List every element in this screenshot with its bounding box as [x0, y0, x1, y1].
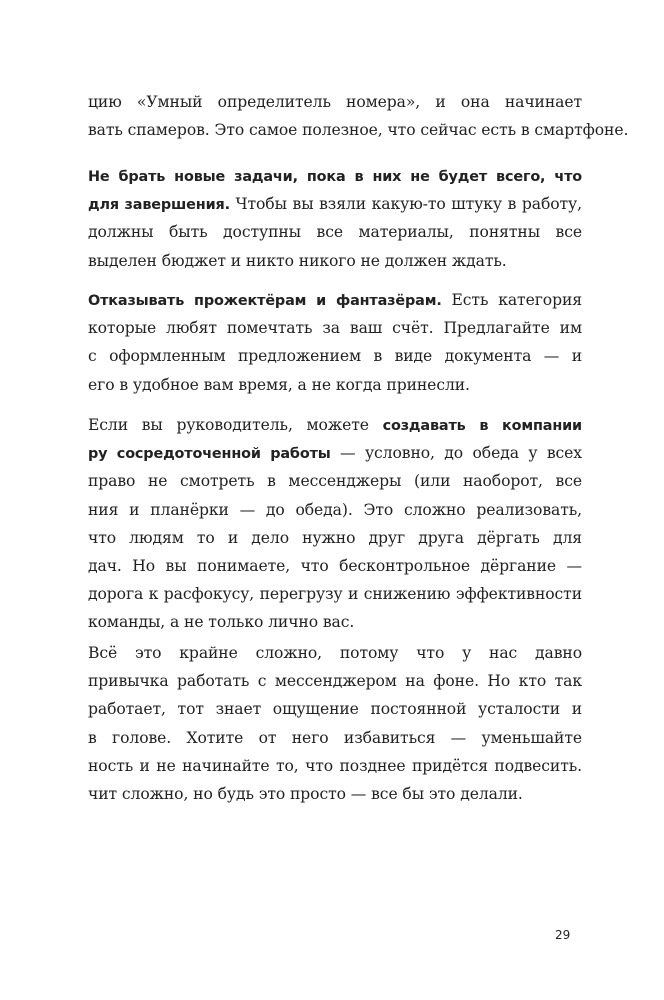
text-line: его в удобное вам время, а не когда принесли. — [88, 375, 470, 394]
text-line: команды, а не только лично вас. — [88, 613, 355, 632]
bold-phrase: создавать в компании — [382, 418, 582, 434]
paragraph-5 — [88, 639, 582, 808]
text-line: что людям то и дело нужно друг друга дёргать для — [88, 528, 582, 547]
page-number: 29 — [555, 928, 571, 942]
text-line — [88, 439, 582, 467]
text-span: — условно, до обеда у всех — [340, 444, 582, 463]
text-line: которые любят помечтать за ваш счёт. Предлагайте им — [88, 319, 582, 338]
paragraph-4 — [88, 411, 582, 637]
bold-heading: Не брать новые задачи, пока в них не будет всего, что — [88, 169, 582, 185]
paragraph-3 — [88, 286, 582, 399]
text-line: ния и планёрки — до обеда). Это сложно реализовать, — [88, 500, 582, 519]
text-span: Чтобы вы взяли какую-то штуку в работу, — [235, 195, 582, 214]
text-line: ность и не начинайте то, что позднее придётся подвесить. — [88, 756, 582, 775]
text-line: с оформленным предложением в виде документа — и — [88, 347, 582, 366]
text-line — [88, 190, 582, 218]
text-line: право не смотреть в мессенджеры (или наоборот, все — [88, 472, 582, 491]
text-line: дач. Но вы понимаете, что бесконтрольное дёргание — — [88, 556, 582, 575]
text-line: работает, тот знает ощущение постоянной усталости и — [88, 700, 582, 719]
text-line: вать спамеров. Это самое полезное, что сейчас есть в смартфоне. — [88, 121, 629, 140]
text-line: выделен бюджет и никто никого не должен ждать. — [88, 251, 507, 270]
text-line: Всё это крайне сложно, потому что у нас давно — [88, 644, 582, 662]
text-line: в голове. Хотите от него избавиться — уменьшайте — [88, 728, 582, 747]
text-span: Есть категория — [451, 291, 582, 309]
bold-heading: для завершения. — [88, 197, 230, 214]
text-line: должны быть доступны все материалы, понятны все — [88, 223, 582, 242]
text-line — [88, 162, 582, 190]
text-line: цию «Умный определитель номера», и она начинает — [88, 93, 582, 111]
text-line — [88, 411, 582, 439]
text-line: чит сложно, но будь это просто — все бы это делали. — [88, 784, 523, 803]
text-line: дорога к расфокусу, перегрузу и снижению эффективности — [88, 585, 582, 604]
text-line: привычка работать с мессенджером на фоне. Но кто так — [88, 672, 582, 691]
bold-phrase: ру сосредоточенной работы — [88, 446, 331, 463]
text-line — [88, 286, 582, 314]
paragraph-1 — [88, 88, 629, 144]
paragraph-2 — [88, 162, 582, 275]
bold-heading: Отказывать прожектёрам и фантазёрам. — [88, 293, 442, 309]
text-span: Если вы руководитель, можете — [88, 416, 383, 434]
